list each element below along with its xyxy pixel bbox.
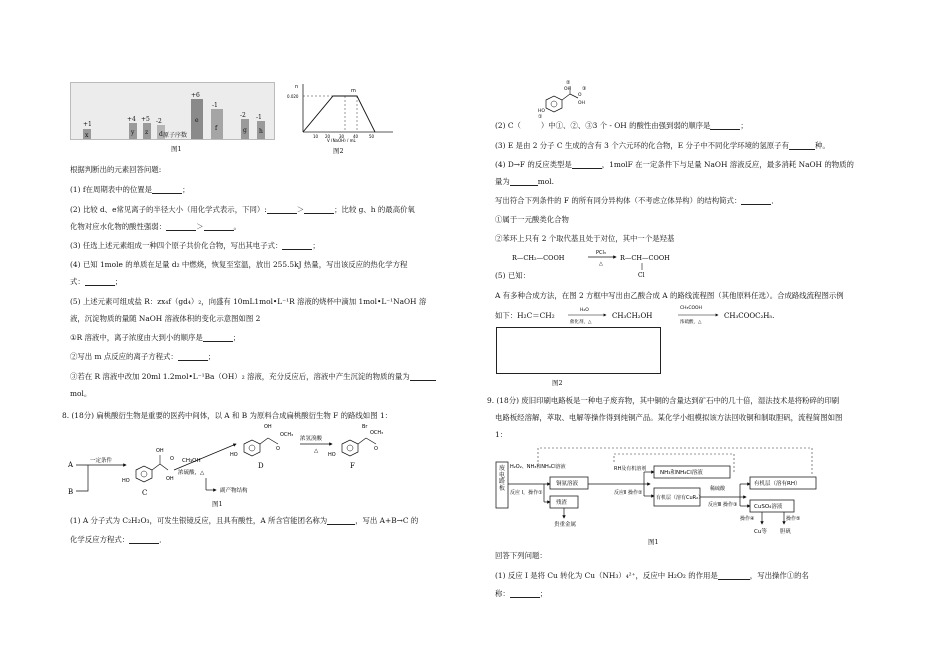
q8-3: (3) E 是由 2 分子 C 生成的含有 3 个六元环的化合物，E 分子中不同化学环境的氢原子有 种。: [495, 141, 830, 150]
fig1-label-y: +4: [127, 116, 136, 123]
figure-2-precipitate-curve: [287, 80, 397, 142]
fig1-letter-x: x: [85, 132, 89, 139]
route-C-HO: HO: [122, 478, 130, 484]
compound-c-structure: [538, 78, 602, 118]
flow-rh: RH及有机溶剂: [614, 466, 647, 472]
flow-reagents: H₂O₂、NH₃和NH₄Cl溶液: [510, 464, 566, 470]
q7-5b: 液，沉淀物质的量随 NaOH 溶液体积的变化示意图如图 2: [70, 314, 261, 323]
known-reaction: [512, 246, 712, 278]
q9-answer-intro: 回答下列问题：: [495, 551, 547, 560]
route-cat: 催化剂，△: [570, 320, 592, 325]
q7-1: (1) f在周期表中的位置是 ；: [70, 185, 190, 194]
answer-blank[interactable]: [510, 590, 540, 598]
q7-5-3: ③若在 R 溶液中改加 20ml 1.2mol•L⁻¹Ba（OH）₂ 溶液，充分反应后，溶液中产生沉淀的物质的量为: [70, 372, 436, 381]
q8-4: (4) D→F 的反应类型是 ，1molF 在一定条件下与足量 NaOH 溶液反应，最多消耗 NaOH 的物质的: [495, 160, 854, 169]
flow-cuso4: CuSO₄溶液: [754, 504, 783, 510]
route-D: D: [258, 462, 264, 470]
route-hbr: 浓氢溴酸: [300, 436, 323, 442]
fig2-xtick-40: 40: [353, 134, 359, 139]
rxn-right: R—CH—COOH: [620, 254, 670, 262]
q7-2b: 化物对应水化物的酸性强弱： ＞ 。: [70, 222, 241, 231]
flow-residue: 残渣: [556, 500, 568, 506]
q8-1: (1) A 分子式为 C₂H₂O₃，可发生银镜反应，且具有酸性，A 所含官能团名称为 ，写出 A+B→C 的: [70, 516, 419, 525]
fig1-label-x: +1: [83, 121, 92, 128]
example-route-arrows: [566, 301, 826, 327]
fig1-letter-d: d: [159, 131, 163, 138]
flow-board-label: 废电路板: [498, 465, 505, 492]
example-route: 如下：H₂C＝CH₂: [495, 311, 555, 320]
answer-blank[interactable]: [304, 206, 334, 214]
figure-1-caption: 图1: [171, 145, 182, 153]
route-F-Br: Br: [362, 424, 368, 430]
answer-blank[interactable]: [410, 373, 436, 381]
flow-alum: 胆矾: [780, 529, 792, 535]
q7-4b: 式： ；: [70, 277, 123, 286]
route-F: F: [350, 462, 355, 470]
fig1-xlabel: 原子序数: [163, 132, 188, 139]
q8-title: 8. (18分) 扁桃酸衍生物是重要的医药中间体，以 A 和 B 为原料合成扁桃酸衍生物 F 的路线如图 1：: [62, 411, 393, 420]
fig2-xtick-20: 20: [325, 134, 331, 139]
flow-reaction2: 反应Ⅱ 操作②: [614, 490, 643, 496]
q8-synthesis-route: [66, 422, 391, 504]
struct-o: O: [578, 93, 582, 98]
q7-3: (3) 任选上述元素组成一种四个原子共价化合物，写出其电子式： ；: [70, 241, 320, 250]
route-acetic: CH₃COOH: [680, 306, 702, 311]
route-acid: 浓硫酸，△: [178, 470, 205, 476]
q7-2: (2) 比较 d、e常见离子的半径大小（用化学式表示，下同）: ＞ ；比较 g、h 的最高价氧: [70, 205, 415, 214]
route-C-OH: OH: [156, 448, 164, 454]
rxn-cond: △: [599, 261, 603, 267]
fig1-label-g: -2: [240, 112, 246, 119]
route-F-O: O: [374, 446, 378, 452]
flow-reaction1: 反应 Ⅰ，操作①: [510, 490, 543, 496]
q8-isomers: 写出符合下列条件的 F 的所有同分异构体（不考虑立体异构）的结构简式： ．: [495, 196, 779, 205]
q7-5-1: ①R 溶液中，离子浓度由大到小的顺序是 ；: [70, 333, 241, 342]
flow-reaction3: 反应Ⅲ 操作③: [708, 502, 738, 508]
q8-cond1: ①属于一元酸类化合物: [495, 215, 569, 224]
answer-blank[interactable]: [267, 206, 297, 214]
flow-cu: Cu等: [754, 529, 767, 535]
fig2-ylabel: n: [295, 84, 299, 90]
fig1-letter-g: g: [243, 127, 247, 134]
answer-blank[interactable]: [204, 223, 234, 231]
q9-1b: 称： ；: [495, 589, 548, 598]
struct-n2: ②: [566, 80, 571, 86]
fig1-label-d: -2: [156, 118, 162, 125]
fig2-point-m: m: [351, 88, 356, 94]
route-C: C: [142, 489, 148, 497]
rxn-cl: Cl: [638, 272, 645, 278]
answer-blank[interactable]: [327, 517, 355, 525]
route-F-HO: HO: [328, 452, 336, 458]
answer-blank[interactable]: [710, 122, 740, 130]
flow-h2so4: 稀硫酸: [710, 486, 726, 492]
route-cond1: 一定条件: [90, 458, 113, 464]
answer-blank[interactable]: [510, 178, 538, 186]
fig2-xtick-30: 30: [339, 134, 345, 139]
q7-intro: 根据判断出的元素回答问题:: [70, 165, 162, 174]
q9-flowchart: [494, 444, 824, 536]
answer-blank[interactable]: [203, 334, 233, 342]
route-D-HO: HO: [230, 452, 238, 458]
q8-5-desc: A 有多种合成方法，在图 2 方框中写出由乙酸合成 A 的路线流程图（其他原料任选）。合成路线流程图示例: [495, 291, 844, 300]
q8-figure-caption: 图1: [212, 500, 223, 508]
answer-blank[interactable]: [572, 161, 602, 169]
struct-oh2: OH: [578, 101, 585, 106]
answer-blank[interactable]: [282, 242, 312, 250]
route-acid-cond: 浓硫酸，△: [680, 320, 702, 325]
route-delta: △: [314, 448, 319, 454]
route-D-OH: OH: [264, 424, 272, 430]
route-C-O: O: [170, 456, 174, 462]
answer-blank[interactable]: [178, 353, 208, 361]
fig2-curve: [303, 96, 375, 132]
fig2-xtick-50: 50: [369, 134, 375, 139]
route-B: B: [68, 488, 74, 496]
q8-2: (2) C（ ）中①、②、③3 个 - OH 的酸性由强到弱的顺序是 ；: [495, 121, 748, 130]
fig2-xlabel: V (NaOH) / mL: [327, 138, 356, 142]
answer-blank[interactable]: [152, 186, 182, 194]
q8-cond2: ②苯环上只有 2 个取代基且处于对位，其中一个是羟基: [495, 234, 675, 243]
route-D-O: O: [276, 446, 280, 452]
q7-5-3b: mol。: [70, 389, 92, 398]
q9-line3: 1：: [495, 430, 508, 439]
q8-5: (5) 已知：: [495, 271, 530, 280]
fig1-label-h: -1: [256, 114, 262, 121]
q9-title: 9. (18分) 废旧印刷电路板是一种电子废弃物，其中铜的含量达到矿石中的几十倍，湿法技术是将粉碎的印刷: [487, 396, 840, 405]
q8-4b: 量为 mol.: [495, 177, 554, 186]
answer-blank[interactable]: [85, 278, 115, 286]
flow-nh3: NH₃和NH₄Cl溶液: [660, 470, 703, 476]
fig1-label-f: -1: [212, 102, 218, 109]
flow-organic-rh: 有机层（溶有RH）: [754, 481, 801, 487]
answer-blank[interactable]: [789, 142, 815, 150]
flow-copper-ammine: 铜氨溶液: [556, 481, 579, 487]
route-h2o: H₂O: [580, 308, 589, 313]
answer-blank[interactable]: [718, 572, 750, 580]
q7-5: (5) 上述元素可组成盐 R：zx₄f（gd₄）₂，向盛有 10mL1mol•L⁻¹R 溶液的烧杯中滴加 1mol•L⁻¹NaOH 溶: [70, 297, 427, 306]
answer-blank[interactable]: [741, 197, 771, 205]
route-A: A: [68, 461, 74, 469]
struct-n3: ③: [582, 86, 587, 92]
flow-metal: 贵重金属: [554, 522, 577, 528]
answer-box-caption: 图2: [552, 379, 563, 387]
route-ester: CH₃COOC₂H₅.: [724, 312, 775, 320]
struct-n1: ①: [538, 114, 543, 118]
route-D-OCH3: OCH₃: [280, 432, 294, 438]
route-ch3oh: CH₃OH: [182, 458, 201, 464]
fig1-label-z: +5: [141, 116, 150, 123]
bar-f: [211, 109, 223, 139]
fig1-label-e: +6: [191, 92, 200, 99]
struct-oh1: OH: [564, 87, 571, 92]
figure-1-element-chart: [70, 82, 275, 140]
q9-figure-caption: 图1: [648, 538, 659, 546]
answer-blank[interactable]: [166, 223, 196, 231]
route-C-OH2: OH: [166, 476, 174, 482]
struct-ho: HO: [538, 109, 545, 114]
flow-op4: 操作④: [740, 516, 755, 522]
figure-2-caption: 图2: [333, 147, 344, 155]
flow-organic: 有机层（溶有CuR₂）: [656, 495, 704, 501]
fig1-letter-y: y: [131, 129, 135, 136]
fig2-ytick: 0.020: [287, 94, 299, 99]
q8-1b: 化学反应方程式： ．: [70, 535, 167, 544]
q7-4: (4) 已知 1mole 的单质在足量 d₂ 中燃烧，恢复至室温，放出 255.5kJ 热量，写出该反应的热化学方程: [70, 260, 408, 269]
route-F-OCH3: OCH₃: [370, 430, 384, 436]
answer-blank[interactable]: [129, 536, 159, 544]
fig2-xtick-10: 10: [313, 134, 319, 139]
fig1-letter-e: e: [195, 117, 199, 124]
rxn-reagent: PCl₃: [596, 250, 606, 256]
fig1-letter-f: f: [215, 125, 218, 132]
fig1-letter-h: h: [259, 128, 263, 135]
route-ethanol: CH₃CH₂OH: [612, 312, 653, 320]
flow-op5: 操作⑤: [786, 516, 801, 522]
q9-1: (1) 反应 Ⅰ 是将 Cu 转化为 Cu（NH₃）₄²⁺，反应中 H₂O₂ 的作用是 ，写出操作①的名: [495, 571, 809, 580]
rxn-left: R—CH₂—COOH: [512, 254, 565, 262]
route-side: 副产物结构: [220, 488, 248, 494]
fig1-letter-z: z: [145, 129, 149, 136]
answer-box[interactable]: [496, 327, 661, 374]
q9-line2: 电路板经溶解，萃取、电解等操作得到纯铜产品。某化学小组模拟该方法回收铜和制取胆矾，流程简图如图: [495, 413, 843, 422]
q7-5-2: ②写出 m 点反应的离子方程式： ；: [70, 352, 216, 361]
